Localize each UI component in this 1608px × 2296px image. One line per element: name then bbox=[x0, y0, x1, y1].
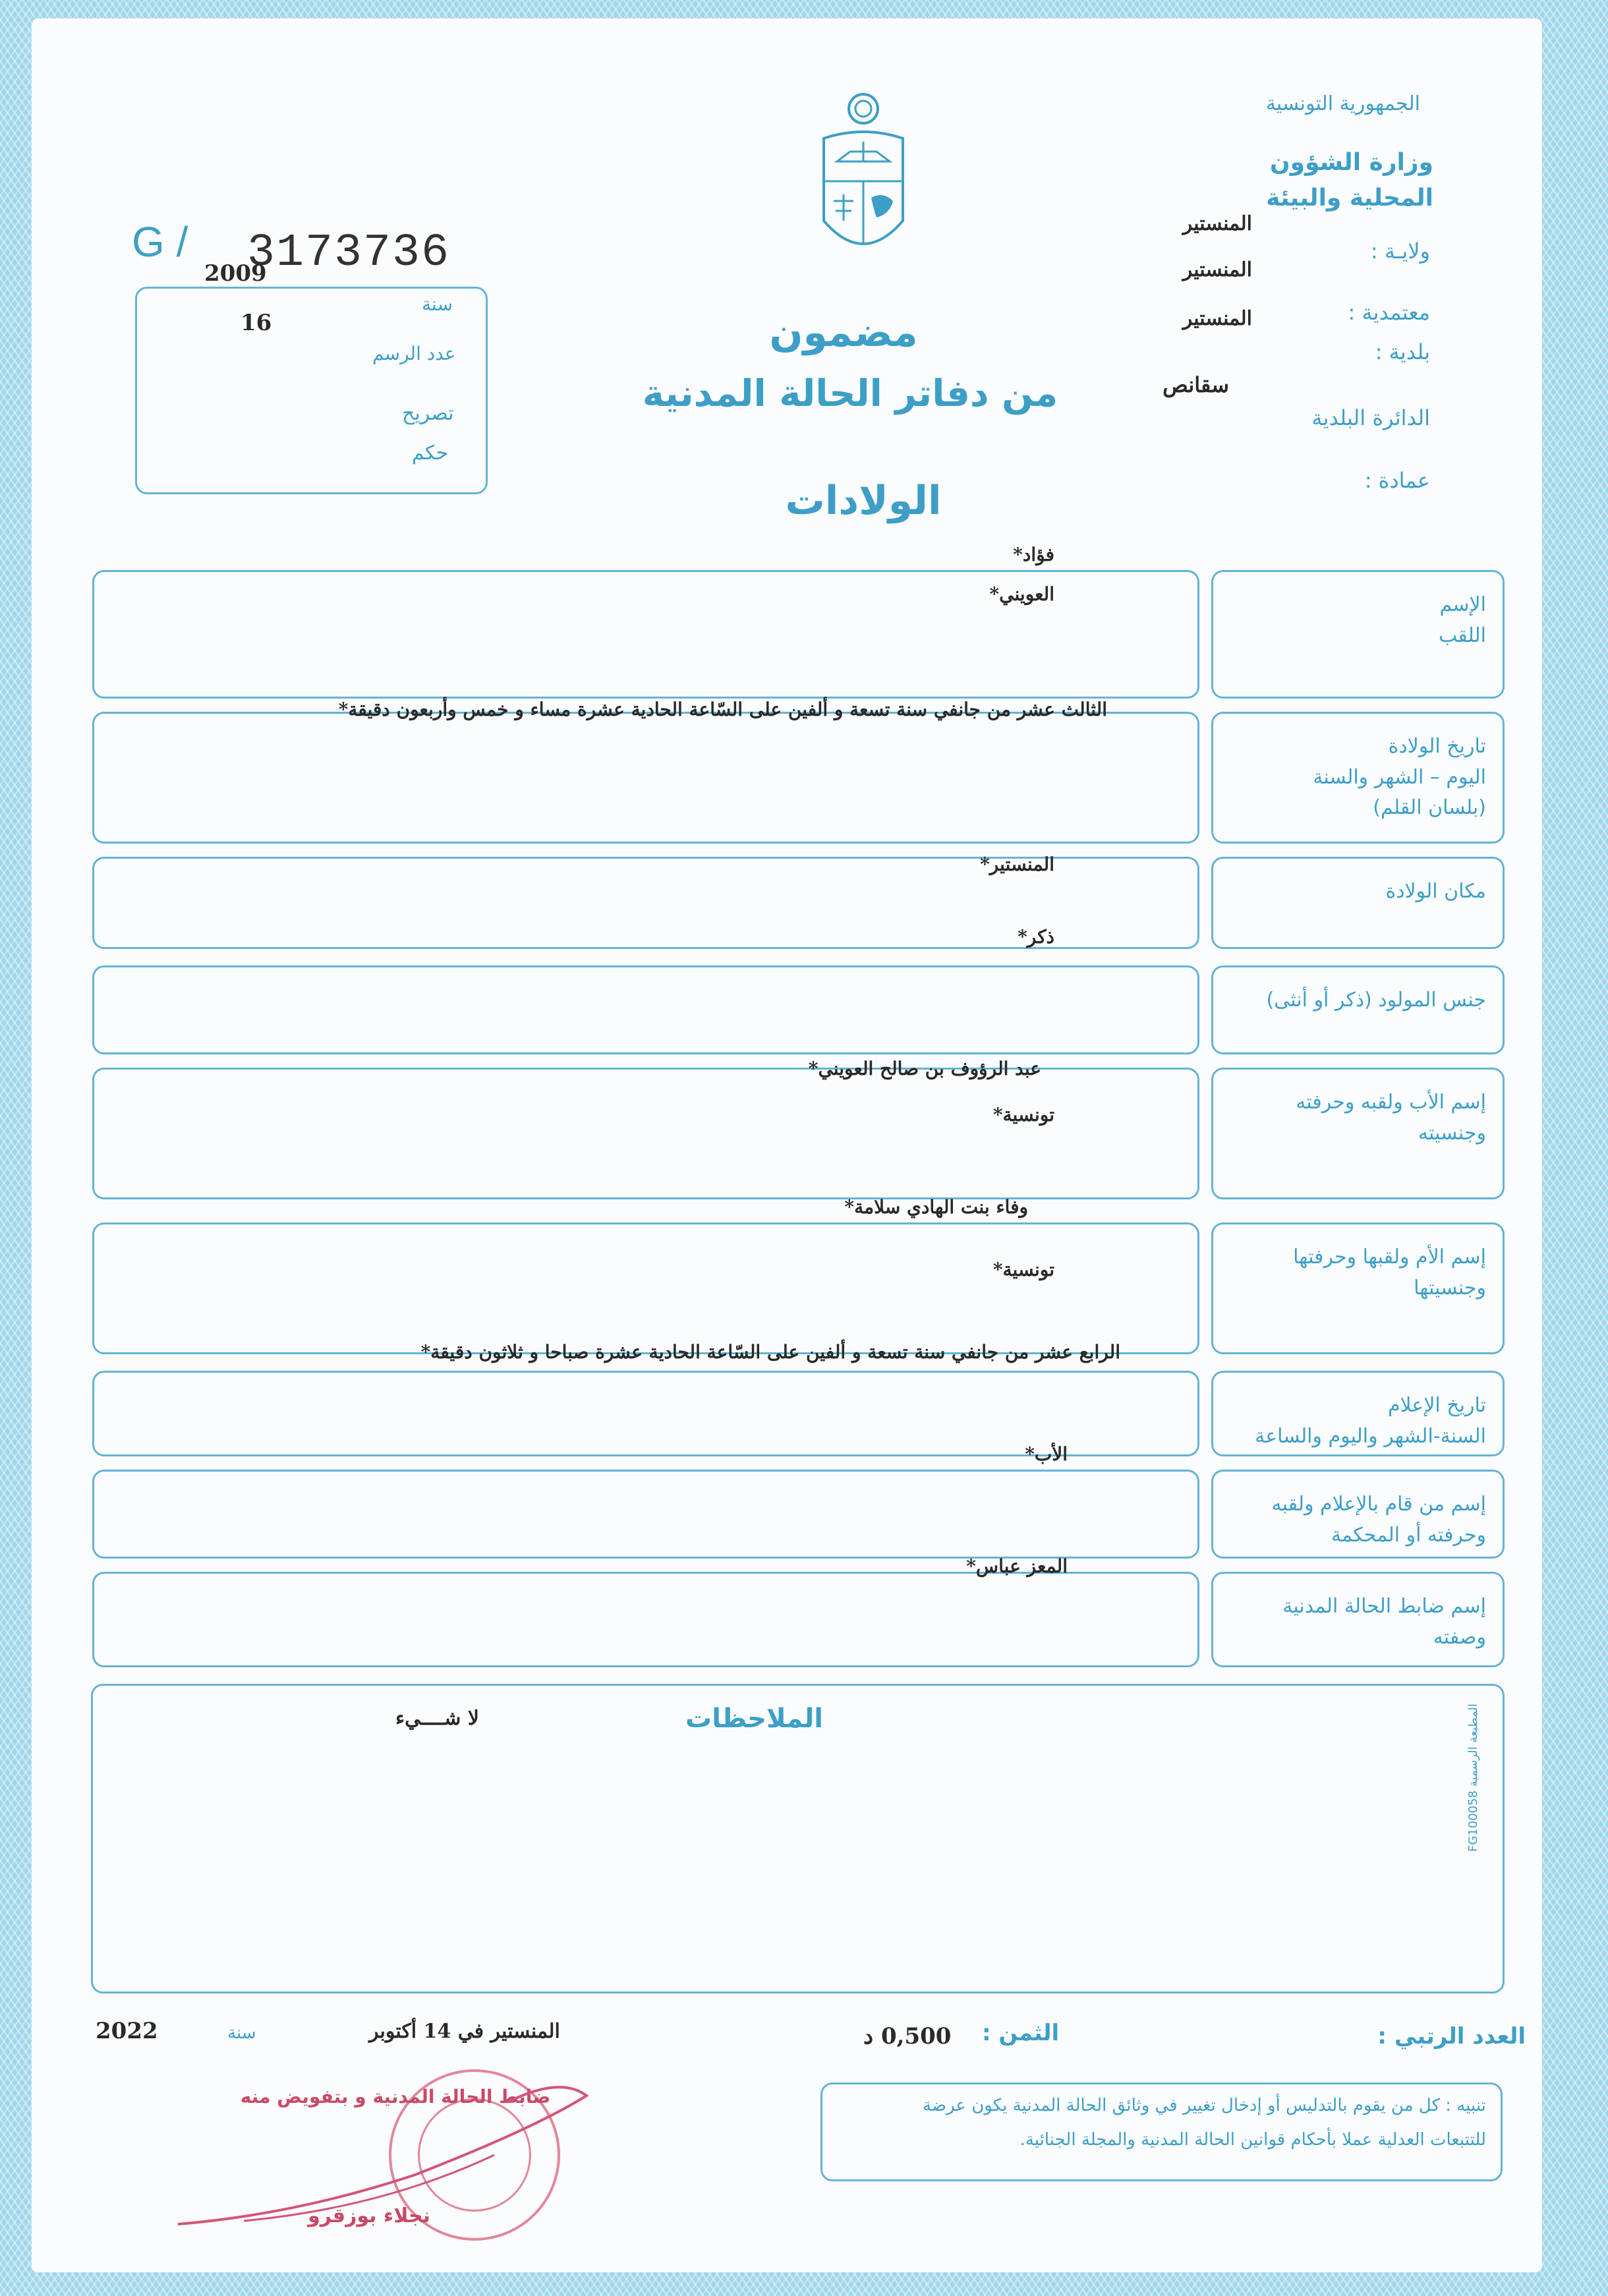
field-value: فؤاد* bbox=[1013, 544, 1054, 565]
municipal-district-label: الدائرة البلدية bbox=[1311, 405, 1430, 430]
field-value: وفاء بنت الهادي سلامة* bbox=[844, 1196, 1028, 1218]
field-value: عبد الرؤوف بن صالح العويني* bbox=[808, 1058, 1041, 1079]
ministry-title: وزارة الشؤون المحلية والبيئة bbox=[1266, 149, 1433, 212]
field-value-box bbox=[92, 712, 1199, 844]
notice-line-2: للتتبعات العدلية عملا بأحكام قوانين الحالة المدنية والمجلة الجنائية. bbox=[1019, 2130, 1486, 2150]
field-value-box bbox=[92, 1470, 1199, 1559]
field-label: مكان الولادة bbox=[1385, 880, 1486, 903]
coat-of-arms-icon bbox=[811, 89, 916, 273]
field-label: الإسم اللقب bbox=[1438, 593, 1486, 647]
price-value: 0,500 د bbox=[863, 2023, 952, 2050]
notice-line-1: تنبيه : كل من يقوم بالتدليس أو إدخال تغيير في وثائق الحالة المدنية يكون عرضة bbox=[923, 2096, 1486, 2115]
remarks-label: الملاحظات bbox=[685, 1704, 823, 1734]
field-value: تونسية* bbox=[992, 1259, 1054, 1280]
field-label: إسم الأم ولقبها وحرفتها وجنسيتها bbox=[1293, 1246, 1486, 1300]
delegation-label: معتمدية : bbox=[1348, 300, 1430, 325]
field-label: إسم ضابط الحالة المدنية وصفته bbox=[1282, 1595, 1486, 1649]
field-label: إسم الأب ولقبه وحرفته وجنسيته bbox=[1296, 1091, 1486, 1145]
title-madmoun: مضمون bbox=[769, 310, 918, 356]
field-value-box bbox=[92, 1068, 1199, 1199]
field-value: الرابع عشر من جانفي سنة تسعة و ألفين على السّاعة الحادية عشرة صباحا و ثلاثون دقيقة* bbox=[420, 1341, 1120, 1363]
field-value: ذكر* bbox=[1018, 926, 1054, 948]
field-label: تاريخ الإعلام السنة-الشهر واليوم والساعة bbox=[1255, 1394, 1486, 1448]
act-number-value: 16 bbox=[241, 310, 272, 336]
governorate-value: المنستير bbox=[1182, 212, 1252, 235]
signature-scribble-icon bbox=[165, 2056, 600, 2241]
municipal-district-value: سقانص bbox=[1163, 372, 1229, 397]
act-number-label: عدد الرسم bbox=[372, 343, 456, 364]
field-label: جنس المولود (ذكر أو أنثى) bbox=[1266, 989, 1486, 1012]
serial-number: 3173736 bbox=[247, 227, 451, 279]
municipality-label: بلدية : bbox=[1375, 339, 1430, 364]
governorate-label: ولايـة : bbox=[1370, 239, 1430, 264]
place-date: المنستير في 14 أكتوبر bbox=[369, 2020, 560, 2043]
field-value: الثالث عشر من جانفي سنة تسعة و ألفين على السّاعة الحادية عشرة مساء و خمس وأربعون دقيقة* bbox=[338, 699, 1107, 720]
municipality-value: المنستير bbox=[1182, 307, 1252, 330]
officer-name: نجلاء بوزقرو bbox=[308, 2204, 430, 2227]
field-value: المعز عباس* bbox=[966, 1555, 1068, 1577]
field-value-box bbox=[92, 965, 1199, 1054]
omda-label: عمادة : bbox=[1364, 468, 1430, 493]
declaration-label: تصريح bbox=[402, 402, 454, 425]
price-label: الثمن : bbox=[982, 2020, 1060, 2046]
registry-year-label: سنة bbox=[422, 293, 453, 315]
republic-title: الجمهورية التونسية bbox=[1265, 92, 1420, 115]
officer-title: ضابط الحالة المدنية و بتفويض منه bbox=[240, 2086, 551, 2108]
title-civil-registers: من دفاتر الحالة المدنية bbox=[642, 372, 1058, 415]
footer-year-value: 2022 bbox=[96, 2018, 158, 2044]
remarks-value: لا شــــيء bbox=[395, 1707, 479, 1730]
field-label: تاريخ الولادة اليوم – الشهر والسنة (بلسان القلم) bbox=[1313, 735, 1486, 819]
printer-code: المطبعة الرسمية FG100058 bbox=[1466, 1704, 1480, 1852]
registry-year-value: 2009 bbox=[204, 260, 267, 287]
serial-number-label: العدد الرتبي : bbox=[1377, 2023, 1526, 2050]
delegation-value: المنستير bbox=[1182, 258, 1252, 281]
field-value-box bbox=[92, 1222, 1199, 1354]
footer-year-label: سنة bbox=[227, 2023, 256, 2043]
title-births: الولادات bbox=[785, 478, 942, 524]
field-value: الأب* bbox=[1025, 1443, 1068, 1465]
field-value: تونسية* bbox=[992, 1104, 1054, 1126]
serial-prefix: G / bbox=[132, 218, 188, 266]
field-value-box bbox=[92, 1572, 1199, 1667]
field-value: المنستير* bbox=[980, 853, 1054, 875]
judgment-label: حكم bbox=[412, 442, 449, 465]
field-label: إسم من قام بالإعلام ولقبه وحرفته أو المحكمة bbox=[1271, 1493, 1486, 1547]
field-value: العويني* bbox=[989, 583, 1054, 605]
